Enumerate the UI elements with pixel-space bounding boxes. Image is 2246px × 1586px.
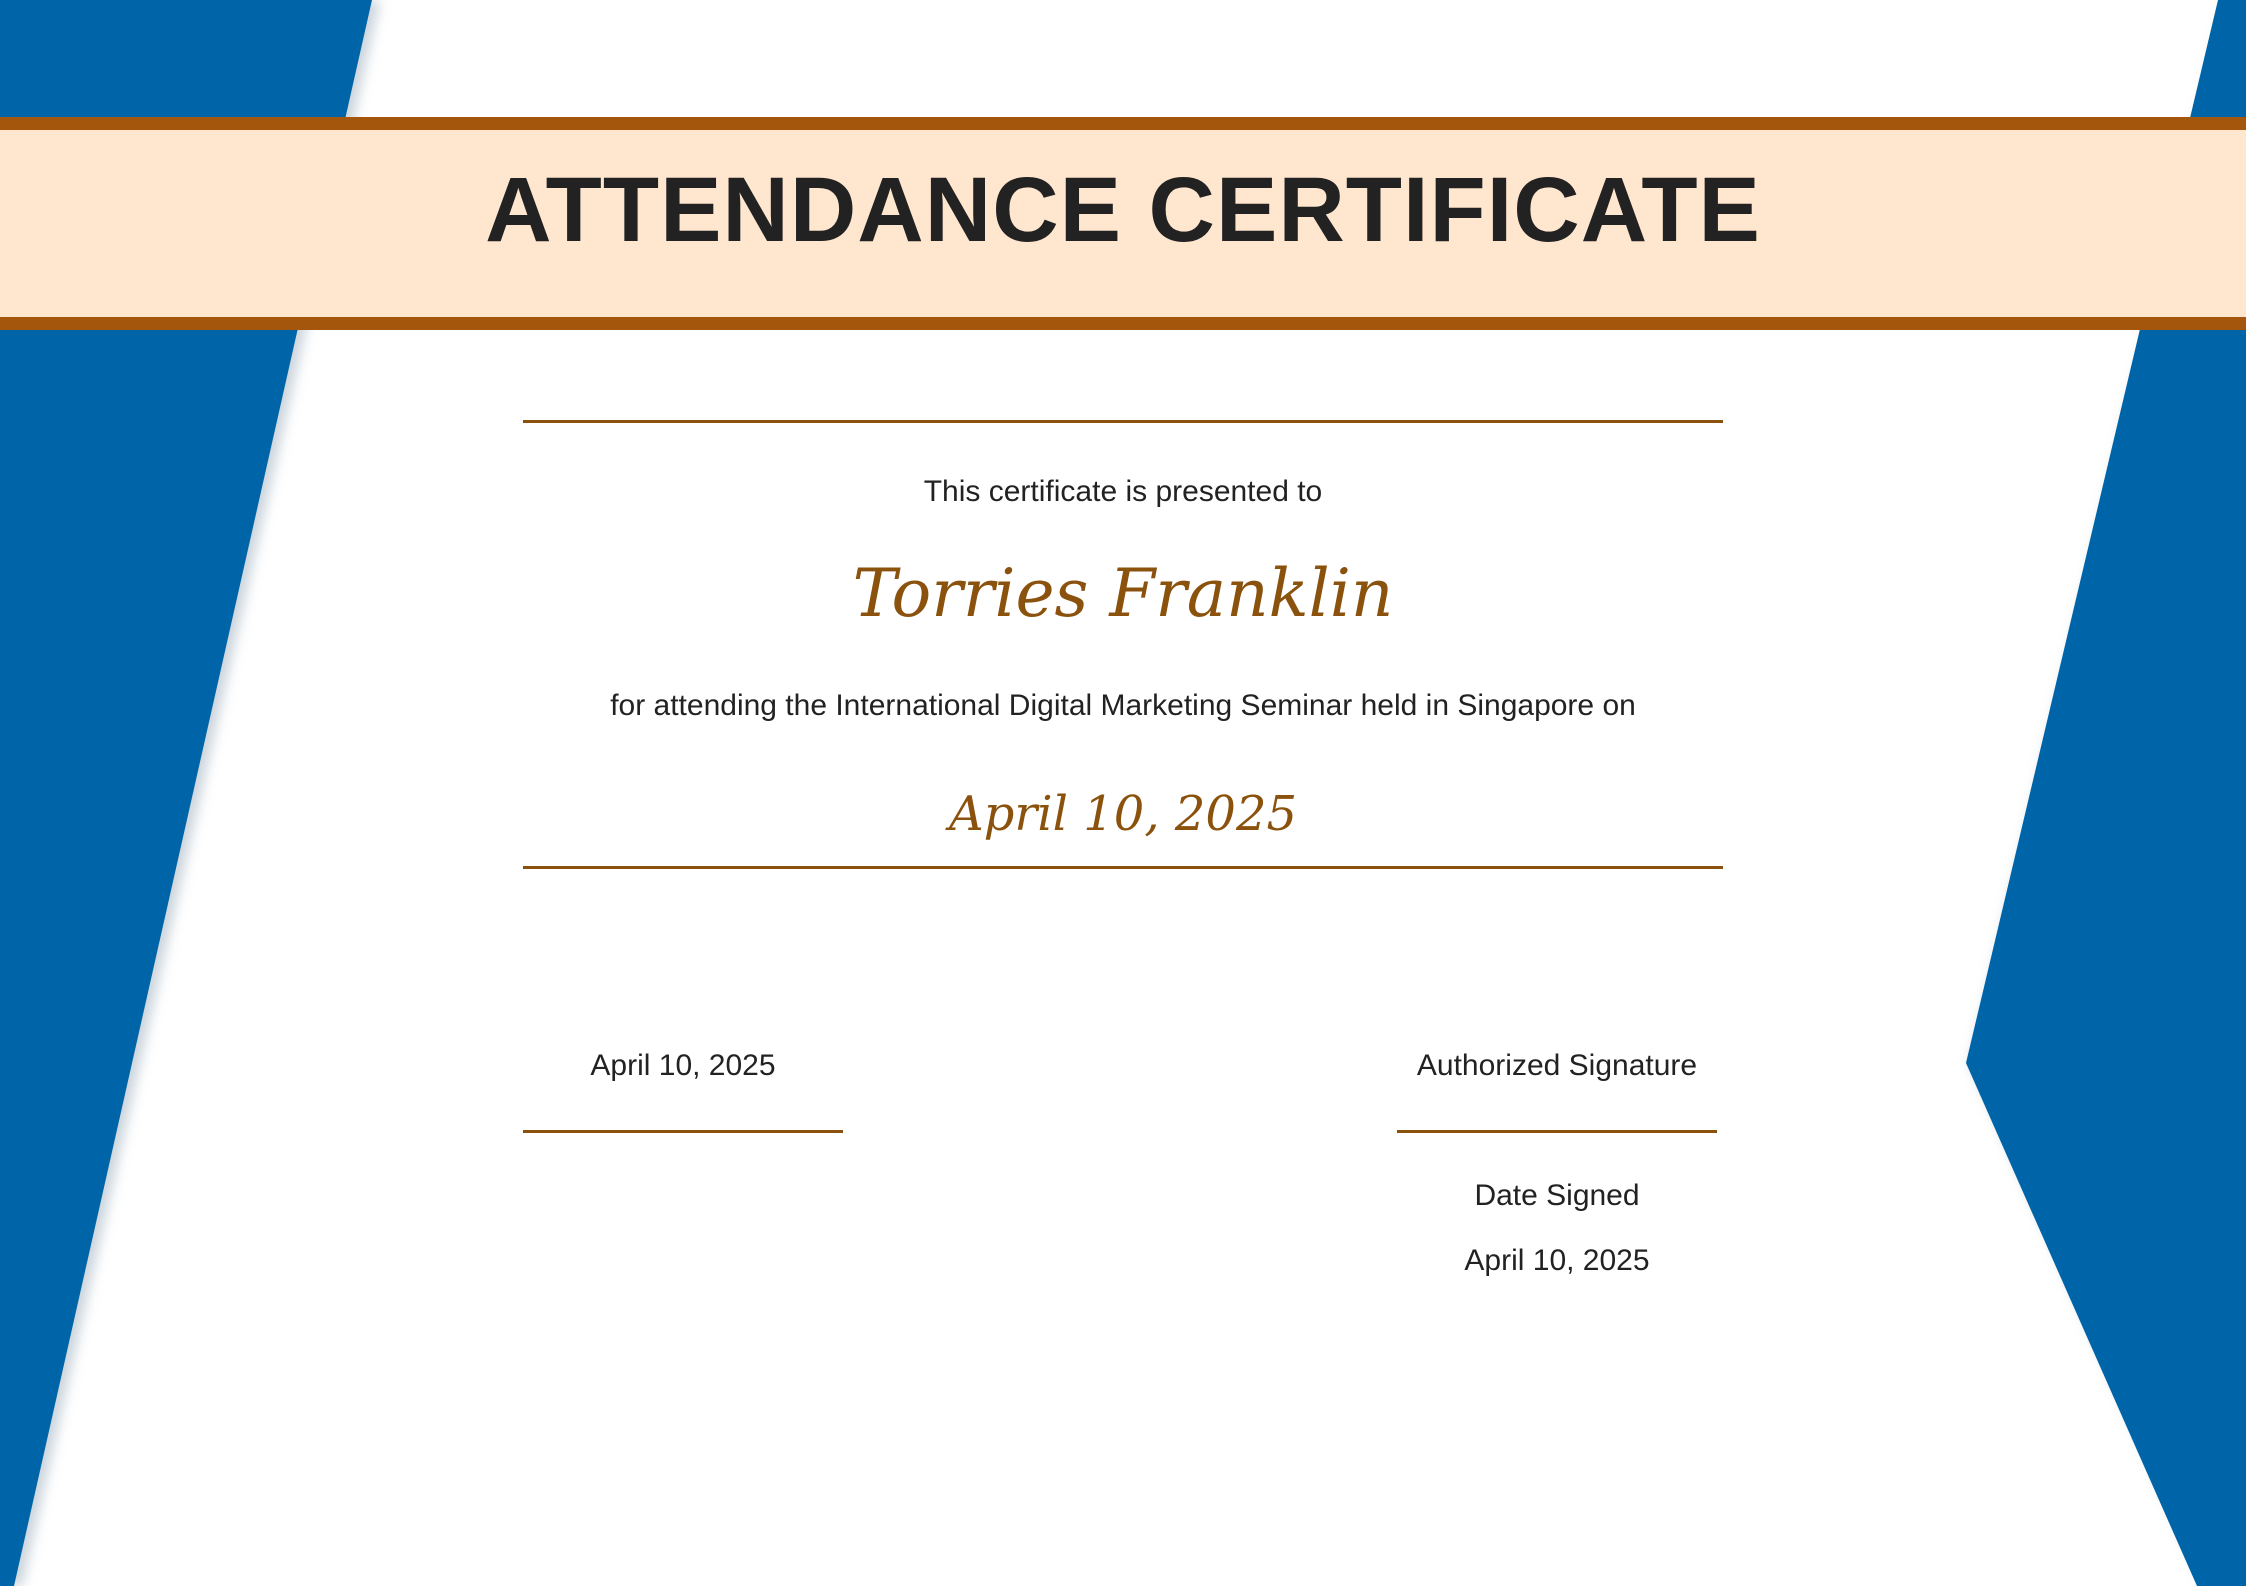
event-text: for attending the International Digital Marketing Seminar held in Singapore on xyxy=(610,689,1636,722)
certificate-title: ATTENDANCE CERTIFICATE xyxy=(485,159,1761,261)
presented-text: This certificate is presented to xyxy=(923,475,1323,508)
date-signed-value: April 10, 2025 xyxy=(1464,1244,1650,1277)
left-date-line xyxy=(523,1130,843,1133)
recipient-name: Torries Franklin xyxy=(852,555,1394,632)
signature-line xyxy=(1397,1130,1717,1133)
event-date: April 10, 2025 xyxy=(948,786,1298,842)
signature-label: Authorized Signature xyxy=(1416,1049,1698,1082)
top-divider xyxy=(523,420,1723,423)
date-signed-label: Date Signed xyxy=(1474,1179,1640,1212)
left-date: April 10, 2025 xyxy=(590,1049,776,1082)
bottom-divider xyxy=(523,866,1723,869)
